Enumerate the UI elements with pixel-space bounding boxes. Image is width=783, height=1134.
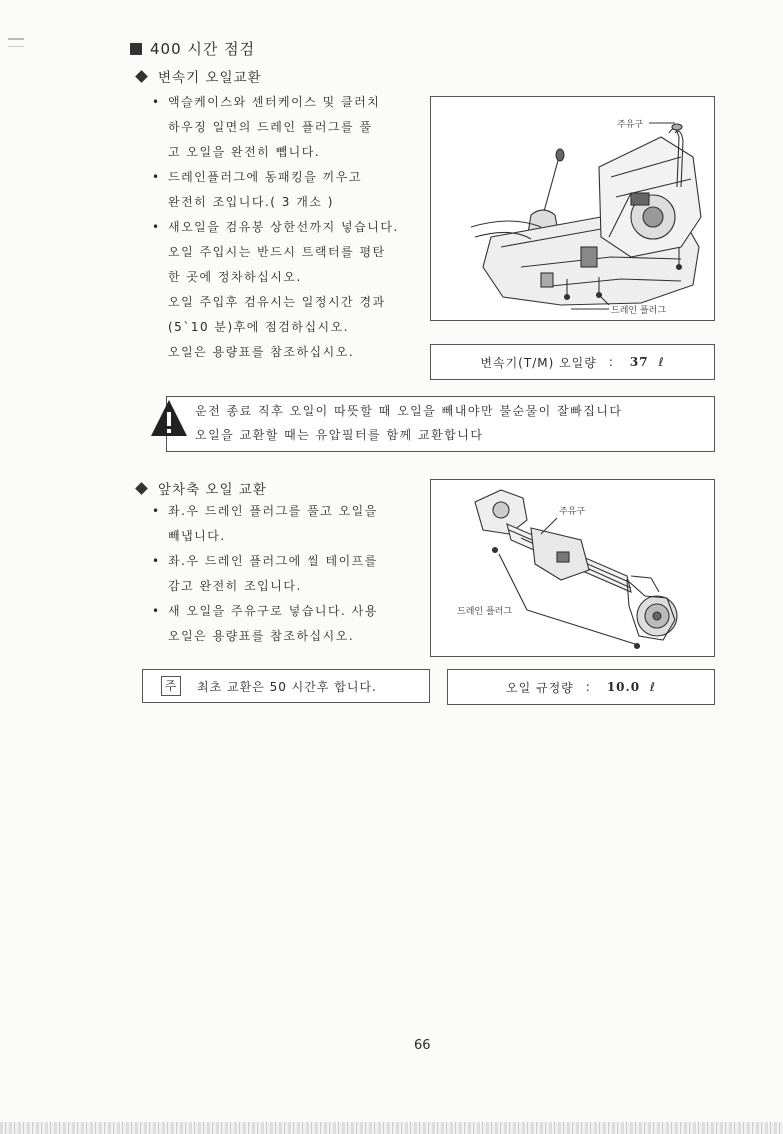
note-tag: 주	[161, 676, 181, 696]
front-axle-heading: 앞차축 오일 교환	[134, 478, 267, 498]
list-item: (5`10 분)후에 점검하십시오.	[168, 320, 350, 334]
drain-label: 드레인 플러그	[611, 306, 667, 316]
list-item: 한 곳에 정차하십시오.	[168, 270, 302, 284]
warning-line: 운전 종료 직후 오일이 따뜻할 때 오일을 빼내야만 불순물이 잘빠집니다	[195, 404, 623, 418]
transmission-capacity-box: 변속기(T/M) 오일량 : 37 ℓ	[430, 344, 715, 380]
note-text: 최초 교환은 50 시간후 합니다.	[197, 679, 377, 694]
transmission-heading: 변속기 오일교환	[134, 66, 262, 86]
list-item: • 좌.우 드레인 플러그를 풀고 오일을	[152, 499, 432, 524]
warning-box	[166, 396, 715, 452]
scan-mark	[8, 38, 24, 40]
square-bullet-icon	[130, 43, 142, 55]
list-item: 하우징 일면의 드레인 플러그를 풀	[168, 120, 373, 134]
transmission-illustration	[431, 97, 714, 320]
filler-label: 주유구	[617, 120, 644, 130]
list-item: • 액슬케이스와 센터케이스 및 클러치	[152, 90, 432, 115]
front-axle-capacity-box: 오일 규정량 : 10.0 ℓ	[447, 669, 715, 705]
scan-mark	[8, 46, 24, 47]
filler-label: 주유구	[559, 507, 586, 517]
list-item: • 새 오일을 주유구로 넣습니다. 사용	[152, 599, 432, 624]
list-item: 감고 완전히 조입니다.	[168, 579, 302, 593]
list-item: 고 오일을 완전히 뺍니다.	[168, 145, 321, 159]
front-axle-figure	[430, 479, 715, 657]
list-item: 완전히 조입니다.( 3 개소 )	[168, 195, 334, 209]
list-item: • 좌.우 드레인 플러그에 씰 테이프를	[152, 549, 432, 574]
page-number: 66	[414, 1038, 431, 1053]
transmission-figure	[430, 96, 715, 321]
transmission-instructions	[152, 90, 432, 365]
note-box	[142, 669, 430, 703]
list-item: • 새오일을 검유봉 상한선까지 넣습니다.	[152, 215, 432, 240]
warning-line: 오일을 교환할 때는 유압필터를 함께 교환합니다	[195, 428, 484, 442]
section-title: 400 시간 점검	[130, 38, 255, 59]
list-item: 빼냅니다.	[168, 529, 226, 543]
drain-label: 드레인 플러그	[457, 607, 513, 617]
list-item: • 드레인플러그에 동패킹을 끼우고	[152, 165, 432, 190]
diamond-bullet-icon	[135, 70, 148, 83]
list-item: 오일은 용량표를 참조하십시오.	[168, 345, 355, 359]
list-item: 오일 주입시는 반드시 트랙터를 평탄	[168, 245, 386, 259]
front-axle-instructions	[152, 499, 432, 649]
front-axle-illustration	[431, 480, 714, 656]
diamond-bullet-icon	[135, 482, 148, 495]
list-item: 오일 주입후 검유시는 일정시간 경과	[168, 295, 386, 309]
warning-triangle-icon	[150, 398, 188, 442]
list-item: 오일은 용량표를 참조하십시오.	[168, 629, 355, 643]
scan-strip	[0, 1122, 783, 1134]
